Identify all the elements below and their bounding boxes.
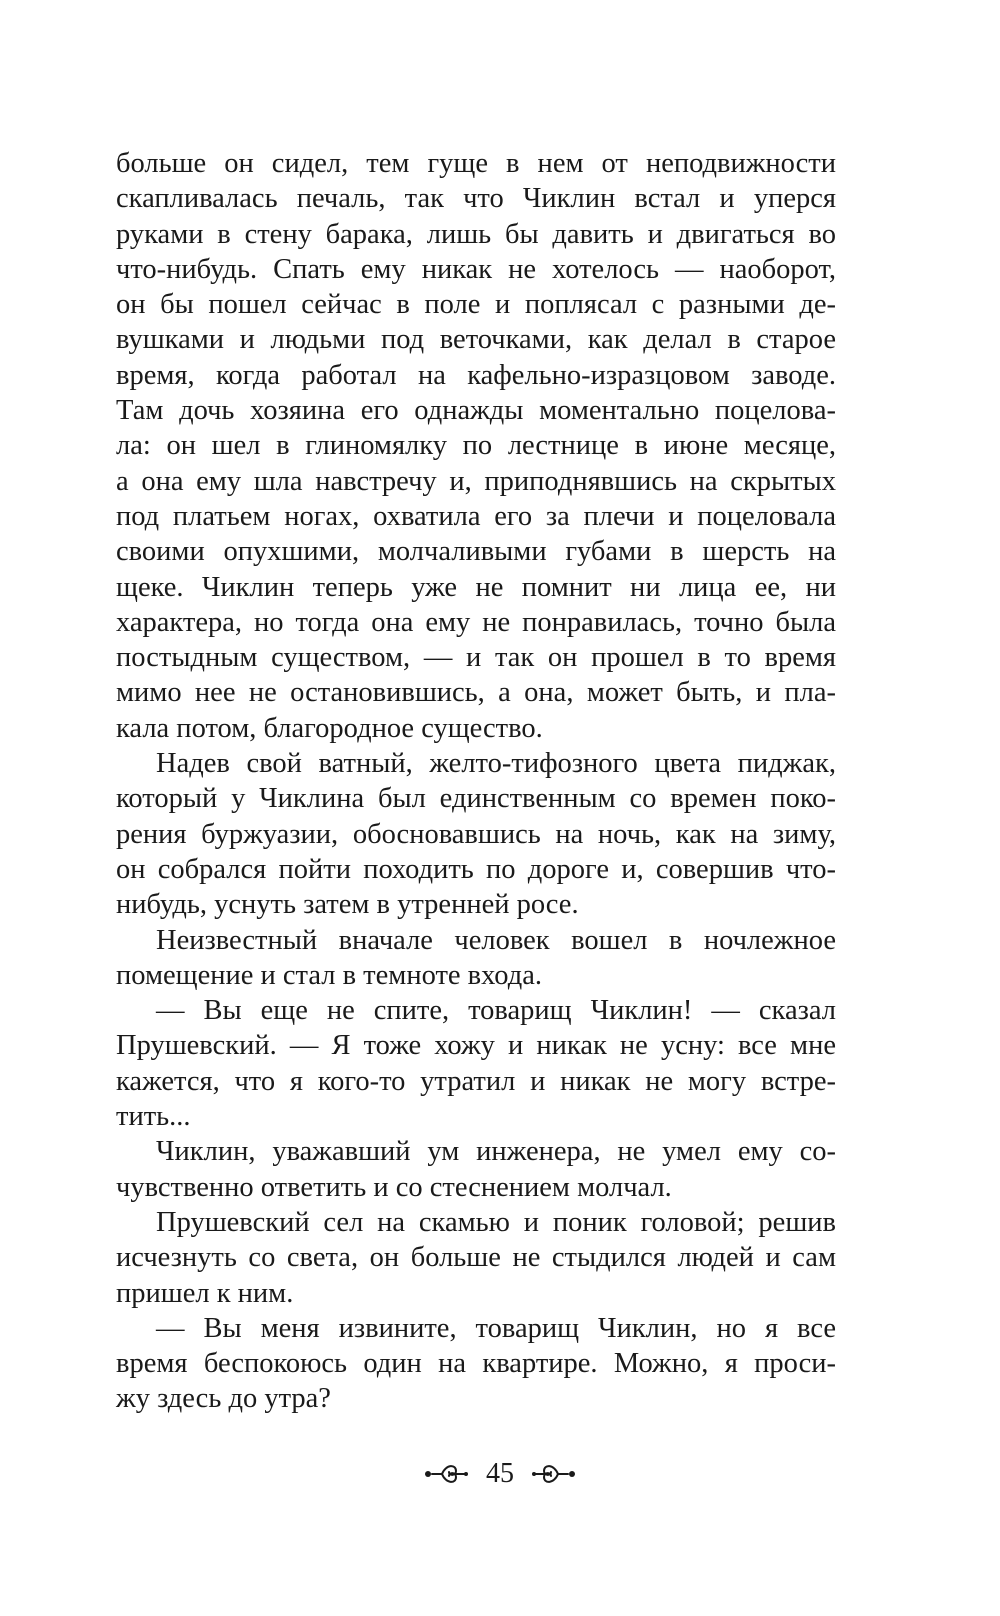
text-line: рения буржуазии, обосновавшись на ночь, как на зиму,	[116, 818, 836, 850]
text-line: кала потом, благородное существо.	[116, 712, 543, 744]
text-line: пришел к ним.	[116, 1277, 294, 1309]
page-footer	[0, 1454, 1000, 1494]
text-line: время беспокоюсь один на квартире. Можно, я проси-	[116, 1348, 836, 1380]
text-line: который у Чиклина был единственным со времен поко-	[116, 783, 836, 815]
text-line: Чиклин, уважавший ум инженера, не умел ему со-	[156, 1136, 836, 1168]
text-line: постыдным существом, — и так он прошел в то время	[116, 642, 836, 674]
text-line: он бы пошел сейчас в поле и поплясал с разными де-	[116, 289, 836, 321]
text-line: вушками и людьми под веточками, как делал в старое	[116, 324, 836, 356]
text-line: Прушевский сел на скамью и поник головой; решив	[156, 1206, 836, 1238]
text-line: руками в стену барака, лишь бы давить и двигаться во	[116, 218, 836, 250]
text-line: тить...	[116, 1101, 191, 1133]
text-line: он собрался пойти походить по дороге и, совершив что-	[116, 853, 836, 885]
text-line: ла: он шел в глиномялку по лестнице в июне месяце,	[116, 430, 836, 462]
text-line: Неизвестный вначале человек вошел в ночлежное	[156, 924, 836, 956]
flourish-ornament-icon	[422, 1459, 470, 1489]
text-line: чувственно ответить и со стеснением молчал.	[116, 1171, 672, 1203]
flourish-ornament-icon	[530, 1459, 578, 1489]
text-line: под платьем ногах, охватила его за плечи и поцеловала	[116, 500, 836, 532]
text-line: Прушевский. — Я тоже хожу и никак не усну: все мне	[116, 1030, 836, 1062]
text-line: время, когда работал на кафельно-изразцовом заводе.	[116, 359, 836, 391]
text-line: а она ему шла навстречу и, приподнявшись на скрытых	[116, 465, 836, 497]
body-text	[116, 146, 836, 1417]
page-number: 45	[486, 1458, 514, 1489]
text-line: что-нибудь. Спать ему никак не хотелось — наоборот,	[116, 253, 836, 285]
text-line: — Вы еще не спите, товарищ Чиклин! — сказал	[156, 995, 836, 1027]
text-line: помещение и стал в темноте входа.	[116, 959, 542, 991]
text-line: мимо нее не остановившись, а она, может быть, и пла-	[116, 677, 836, 709]
text-line: больше он сидел, тем гуще в нем от неподвижности	[116, 148, 836, 179]
text-line: Там дочь хозяина его однажды моментально поцелова-	[116, 395, 836, 427]
text-line: кажется, что я кого-то утратил и никак не могу встре-	[116, 1065, 836, 1097]
text-line: нибудь, уснуть затем в утренней росе.	[116, 889, 579, 921]
text-line: скапливалась печаль, так что Чиклин встал и уперся	[116, 183, 836, 215]
text-line: — Вы меня извините, товарищ Чиклин, но я все	[156, 1312, 836, 1344]
text-line: характера, но тогда она ему не понравилась, точно была	[116, 606, 836, 638]
text-line: жу здесь до утра?	[116, 1383, 331, 1415]
text-line: щеке. Чиклин теперь уже не помнит ни лица ее, ни	[116, 571, 836, 603]
text-line: Надев свой ватный, желто-тифозного цвета пиджак,	[156, 748, 836, 780]
text-line: своими опухшими, молчаливыми губами в шерсть на	[116, 536, 836, 568]
text-line: исчезнуть со света, он больше не стыдился людей и сам	[116, 1242, 836, 1274]
